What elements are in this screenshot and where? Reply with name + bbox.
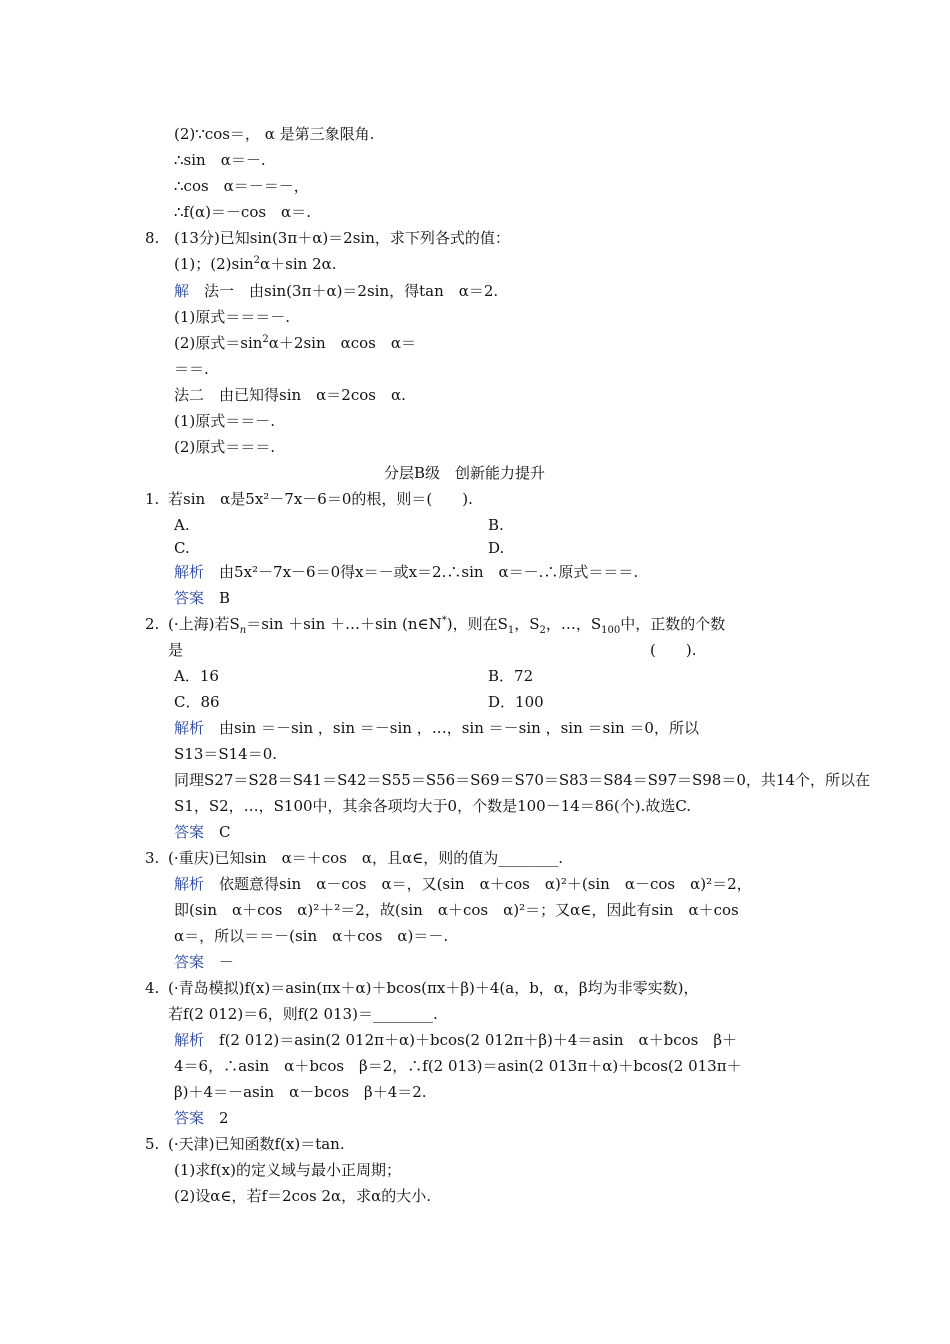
prev-line-4: ∴f(α)＝－cos α＝. (174, 203, 311, 221)
p4-stem-line2: 若f(2 012)＝6，则f(2 013)＝________. (168, 1005, 438, 1023)
p2-answer-blank: ( ). (650, 641, 697, 659)
p2-option-b: B．72 (488, 667, 534, 685)
p3-number: 3. (145, 849, 160, 867)
q8-m1-line2a: (2)原式＝sin (174, 334, 263, 352)
q8-m1-line1: (1)原式＝＝＝－. (174, 308, 291, 326)
q8-solution-label: 解 (174, 282, 190, 300)
p2-analysis-4: S1，S2，…，S100中，其余各项均大于0，个数是100－14＝86(个).故选C. (174, 797, 692, 815)
p2-number: 2. (145, 615, 160, 633)
prev-line-2: ∴sin α＝－. (174, 151, 266, 169)
p2-stem-4: ，S (514, 615, 540, 633)
p2-option-d: D．100 (488, 693, 544, 711)
p2-answer-label: 答案 (174, 823, 205, 841)
q8-part-b: α＋sin 2α. (260, 255, 337, 273)
p3-answer (174, 952, 234, 972)
p4-analysis-text-1: f(2 012)＝asin(2 012π＋α)＋bcos(2 012π＋β)＋4＝asin α＋bcos β＋ (219, 1031, 738, 1049)
p5-part-1: (1)求f(x)的定义域与最小正周期； (174, 1161, 401, 1179)
p2-option-c: C．86 (174, 693, 220, 711)
q8-number: 8. (145, 229, 160, 247)
p4-number: 4. (145, 979, 160, 997)
p2-stem-2: ＝sin ＋sin ＋…＋sin (n∈N (246, 615, 442, 633)
q8-m2-line1: (1)原式＝＝－. (174, 412, 276, 430)
p4-answer (174, 1108, 229, 1128)
prev-line-1: (2)∵cos＝， α 是第三象限角. (174, 125, 375, 143)
p2-stem-3: )，则在S (446, 615, 508, 633)
section-title: 分层B级 创新能力提升 (384, 464, 546, 482)
p1-option-c: C. (174, 539, 190, 557)
p2-analysis-text-1: 由sin ＝－sin ，sin ＝－sin ，…，sin ＝－sin ，sin ＝sin ＝0，所以 (219, 719, 699, 737)
p1-answer-value: B (219, 589, 231, 607)
p3-analysis-2: 即(sin α＋cos α)²＋²＝2，故(sin α＋cos α)²＝；又α∈，因此有sin α＋cos (174, 901, 739, 919)
q8-m1-line2 (174, 333, 416, 353)
p2-stem-5: ，…，S (545, 615, 602, 633)
p2-analysis-label: 解析 (174, 719, 205, 737)
p4-analysis-label: 解析 (174, 1031, 205, 1049)
p4-answer-label: 答案 (174, 1109, 205, 1127)
p1-answer (174, 588, 230, 608)
p2-option-a: A．16 (174, 667, 219, 685)
p2-stem-1: (·上海)若S (168, 615, 240, 633)
p3-stem: (·重庆)已知sin α＝＋cos α，且α∈，则的值为________. (168, 849, 564, 867)
q8-parts (174, 254, 337, 274)
p3-answer-label: 答案 (174, 953, 205, 971)
q8-m2-line2: (2)原式＝＝＝. (174, 438, 276, 456)
p5-part-2: (2)设α∈，若f＝2cos 2α，求α的大小. (174, 1187, 432, 1205)
p2-analysis-1 (174, 718, 699, 738)
p4-analysis-2: 4＝6，∴asin α＋bcos β＝2，∴f(2 013)＝asin(2 013π＋α)＋bcos(2 013π＋ (174, 1057, 742, 1075)
p5-stem: (·天津)已知函数f(x)＝tan. (168, 1135, 345, 1153)
q8-m1-line3: ＝＝. (174, 360, 209, 378)
q8-stem: (13分)已知sin(3π＋α)＝2sin，求下列各式的值： (174, 229, 510, 247)
p5-number: 5. (145, 1135, 160, 1153)
p3-analysis-text-1: 依题意得sin α－cos α＝，又(sin α＋cos α)²＋(sin α－cos α)²＝2， (219, 875, 752, 893)
p4-stem: (·青岛模拟)f(x)＝asin(πx＋α)＋bcos(πx＋β)＋4(a，b，α，β均为非零实数)， (168, 979, 699, 997)
p4-analysis-1 (174, 1030, 737, 1050)
p4-answer-value: 2 (219, 1109, 229, 1127)
p2-stem-6: 中，正数的个数 (620, 615, 726, 633)
p1-number: 1. (145, 490, 160, 508)
p2-stem: (·上海)若$S_n=\sin +\sin$ ＋…＋sin (n∈N*)，则在$S_1$，$S_2$，…，$S_{100}$中，正数的个数 (168, 615, 726, 636)
p1-option-a: A. (174, 516, 190, 534)
p2-stem-line2: 是 (168, 641, 184, 659)
q8-part-a: (1)；(2)sin (174, 255, 254, 273)
p1-option-b: B. (488, 516, 504, 534)
p2-answer (174, 822, 231, 842)
p3-analysis-1 (174, 874, 752, 894)
q8-method1 (174, 281, 498, 301)
p3-analysis-3: α＝，所以＝＝－(sin α＋cos α)＝－. (174, 927, 449, 945)
q8-m1-line2b: α＋2sin αcos α＝ (268, 334, 416, 352)
p1-option-d: D. (488, 539, 505, 557)
p2-answer-value: C (219, 823, 231, 841)
p4-analysis-3: β)＋4＝－asin α－bcos β＋4＝2. (174, 1083, 427, 1101)
p3-analysis-label: 解析 (174, 875, 205, 893)
p2-analysis-2: S13＝S14＝0. (174, 745, 278, 763)
q8-m1-sup: 2 (262, 334, 269, 345)
p1-analysis (174, 562, 638, 582)
p2-analysis-3: 同理S27＝S28＝S41＝S42＝S55＝S56＝S69＝S70＝S83＝S84＝S97＝S98＝0，共14个，所以在 (174, 771, 870, 789)
q8-sup: 2 (253, 255, 261, 266)
p1-analysis-text: 由5x²－7x－6＝0得x＝－或x＝2.∴sin α＝－.∴原式＝＝＝. (219, 563, 639, 581)
prev-line-3: ∴cos α＝－＝－， (174, 177, 309, 195)
q8-method1-text: 法一 由sin(3π＋α)＝2sin，得tan α＝2. (204, 282, 499, 300)
p1-analysis-label: 解析 (174, 563, 205, 581)
q8-m2-line0: 法二 由已知得sin α＝2cos α. (174, 386, 406, 404)
p3-answer-value: － (219, 953, 235, 971)
p1-stem: 若sin α是5x²－7x－6＝0的根，则＝( ). (168, 490, 473, 508)
p1-answer-label: 答案 (174, 589, 205, 607)
